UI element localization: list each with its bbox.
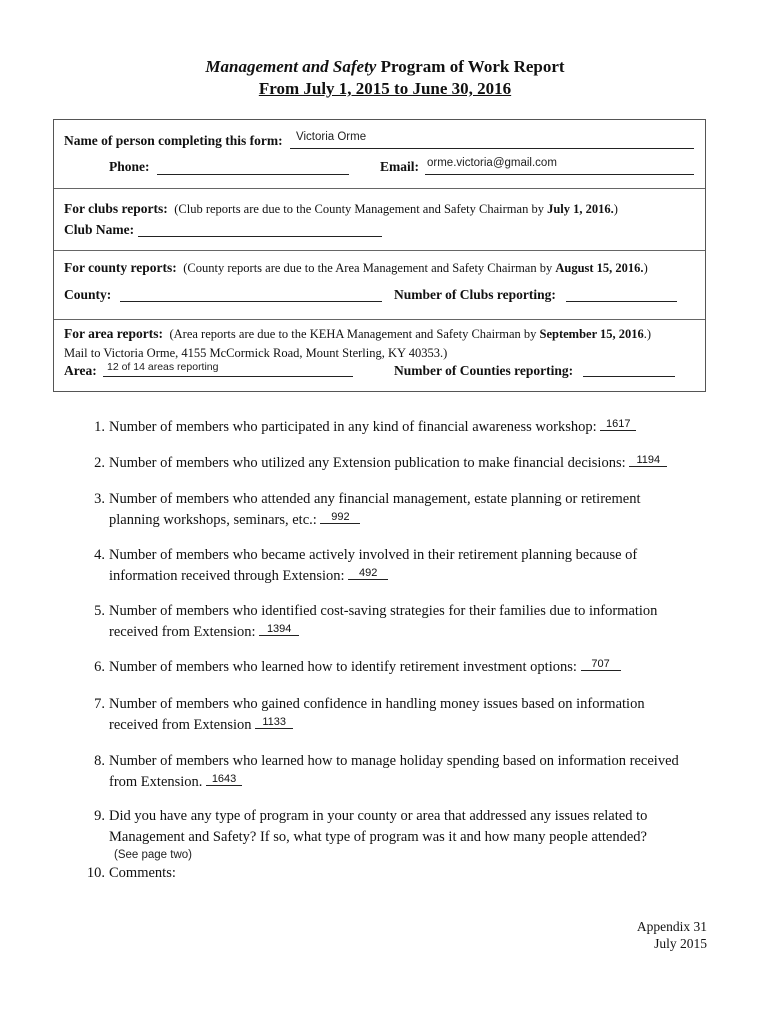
counties-reporting-label: Number of Counties reporting: [394, 363, 574, 378]
question-line: Number of members who identified cost-saving strategies for their families due to information [109, 603, 658, 619]
question-text [109, 657, 621, 678]
appendix-date: July 2015 [654, 936, 707, 951]
question-number: 9. [94, 808, 105, 824]
phone-label: Phone: [109, 159, 150, 174]
question-line: Number of members who became actively involved in their retirement planning because of [109, 547, 638, 563]
question-number: 3. [94, 491, 105, 507]
area-field[interactable] [103, 376, 353, 377]
question-line: received from Extension: [109, 624, 256, 640]
question-text [109, 751, 679, 793]
report-info-box [53, 119, 706, 392]
clubs-note-date: July 1, 2016. [547, 202, 614, 216]
county-field[interactable] [120, 301, 382, 302]
answer-field[interactable]: 1133 [255, 716, 293, 729]
question-number: 2. [94, 455, 105, 471]
question-text [109, 417, 636, 438]
area-heading: For area reports: [64, 326, 163, 341]
email-field[interactable] [425, 174, 694, 175]
question-line: received from Extension [109, 717, 252, 733]
page-title [0, 57, 770, 77]
comments-label: Comments: [109, 865, 176, 881]
answer-field[interactable]: 707 [581, 658, 621, 671]
divider [54, 188, 705, 189]
clubs-reporting-field[interactable] [566, 301, 677, 302]
question-line: Did you have any type of program in your county or area that addressed any issues related to [109, 808, 648, 824]
clubs-heading-row [64, 201, 618, 217]
name-value: Victoria Orme [296, 131, 367, 143]
name-field[interactable] [290, 148, 694, 149]
area-note-end: .) [643, 327, 652, 341]
area-label: Area: [64, 363, 97, 378]
answer-field[interactable]: 1617 [600, 418, 636, 431]
county-note-text: (County reports are due to the Area Management and Safety Chairman by [183, 261, 556, 275]
question-text [109, 694, 645, 736]
program-answer[interactable]: (See page two) [114, 849, 192, 861]
county-label: County: [64, 287, 112, 302]
answer-field[interactable]: 1194 [629, 454, 667, 467]
counties-reporting-field[interactable] [583, 376, 675, 377]
question-number: 6. [94, 659, 105, 675]
question-line: Number of members who gained confidence in handling money issues based on information [109, 696, 645, 712]
answer-field[interactable]: 492 [348, 567, 388, 580]
clubs-note-text: (Club reports are due to the County Management and Safety Chairman by [174, 202, 548, 216]
question-line: information received through Extension: [109, 568, 345, 584]
clubs-note [171, 202, 618, 216]
question-text [109, 601, 657, 643]
question-number: 1. [94, 419, 105, 435]
title-rest: Program of Work Report [376, 57, 565, 76]
question-text [109, 489, 640, 531]
question-line: from Extension. [109, 774, 203, 790]
question-line: Number of members who learned how to identify retirement investment options: [109, 659, 577, 675]
club-name-field[interactable] [138, 236, 382, 237]
question-line: Number of members who attended any financial management, estate planning or retirement [109, 491, 641, 507]
clubs-note-end: ) [613, 202, 618, 216]
question-text [109, 806, 647, 848]
question-text [109, 863, 176, 884]
club-name-label: Club Name: [64, 222, 135, 237]
answer-field[interactable]: 1643 [206, 773, 242, 786]
question-line: Number of members who learned how to manage holiday spending based on information received [109, 753, 679, 769]
question-number: 4. [94, 547, 105, 563]
question-number: 10. [86, 865, 105, 881]
title-italic: Management and Safety [205, 57, 377, 76]
area-note [166, 327, 651, 341]
phone-field[interactable] [157, 174, 349, 175]
area-value: 12 of 14 areas reporting [107, 361, 219, 373]
page-subtitle: From July 1, 2015 to June 30, 2016 [258, 79, 512, 98]
clubs-heading: For clubs reports: [64, 201, 168, 216]
area-note-date: September 15, 2016 [539, 327, 644, 341]
question-number: 8. [94, 753, 105, 769]
area-note-text: (Area reports are due to the KEHA Management and Safety Chairman by [169, 327, 540, 341]
answer-field[interactable]: 1394 [259, 623, 299, 636]
name-label: Name of person completing this form: [64, 133, 283, 148]
question-text [109, 545, 637, 587]
mail-to-line: Mail to Victoria Orme, 4155 McCormick Road, Mount Sterling, KY 40353.) [64, 346, 448, 360]
email-label: Email: [380, 159, 419, 174]
question-line: planning workshops, seminars, etc.: [109, 512, 317, 528]
county-heading: For county reports: [64, 260, 177, 275]
question-line: Number of members who utilized any Extension publication to make financial decisions: [109, 455, 626, 471]
county-note-end: ) [643, 261, 648, 275]
email-value: orme.victoria@gmail.com [427, 157, 557, 169]
question-line: Management and Safety? If so, what type of program was it and how many people attended? [109, 829, 647, 845]
appendix-number: Appendix 31 [636, 919, 707, 934]
divider [54, 319, 705, 320]
county-heading-row [64, 260, 648, 276]
question-number: 7. [94, 696, 105, 712]
appendix-note [637, 918, 707, 952]
divider [54, 250, 705, 251]
county-note-date: August 15, 2016. [555, 261, 644, 275]
county-note [180, 261, 648, 275]
question-text [109, 453, 667, 474]
question-number: 5. [94, 603, 105, 619]
area-heading-row [64, 326, 651, 342]
question-line: Number of members who participated in any kind of financial awareness workshop: [109, 419, 597, 435]
clubs-reporting-label: Number of Clubs reporting: [394, 287, 556, 302]
answer-field[interactable]: 992 [320, 511, 360, 524]
